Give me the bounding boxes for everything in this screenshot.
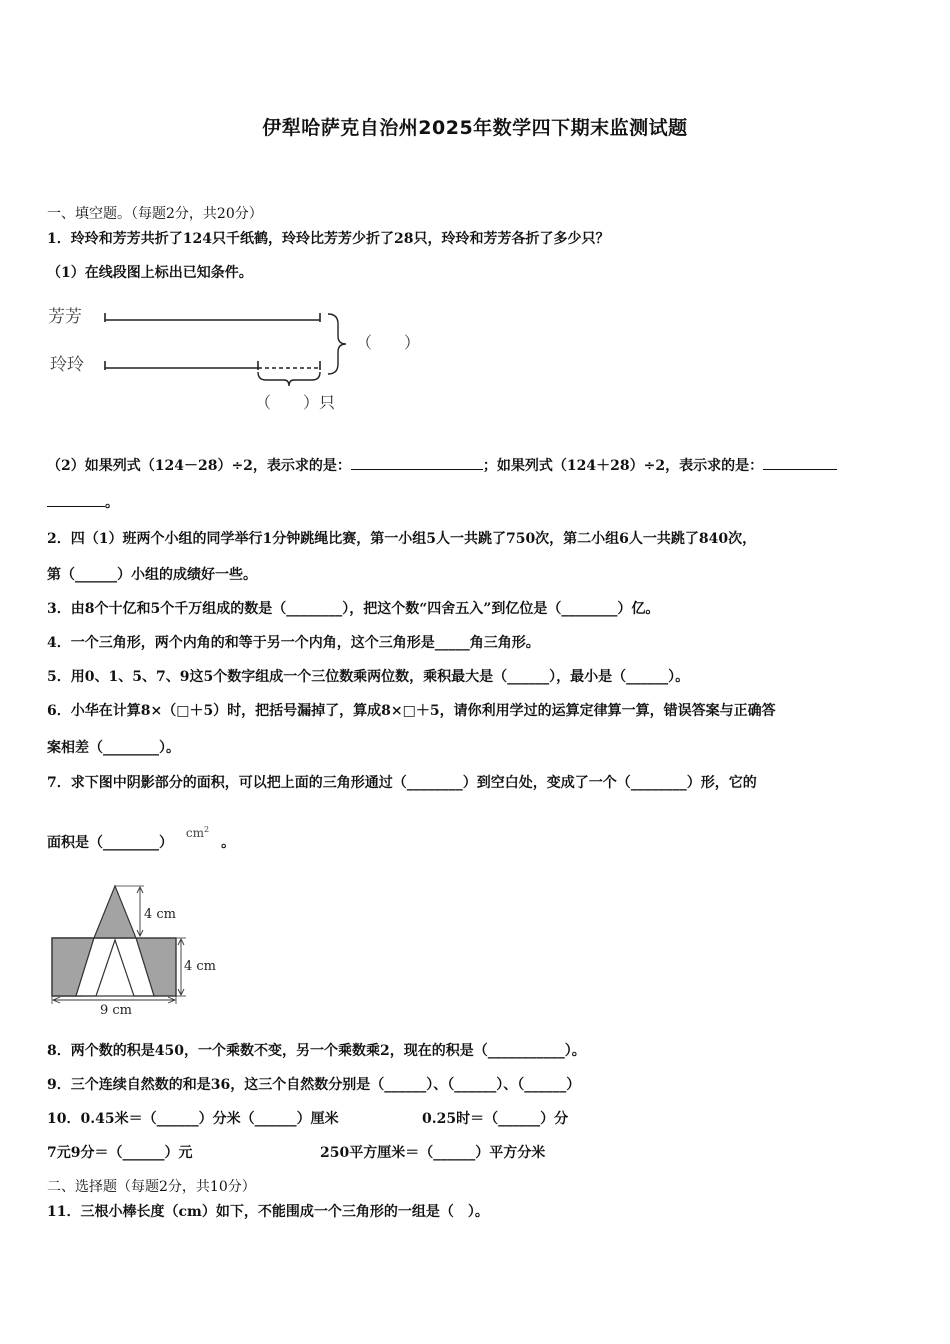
total-blank: （ ） [356, 333, 421, 352]
question-7-line-1: 7．求下图中阴影部分的面积，可以把上面的三角形通过（________）到空白处，变成了一个（________）形，它的 [47, 775, 757, 791]
question-5: 5．用0、1、5、7、9这5个数字组成一个三位数乘两位数，乘积最大是（______），最小是（______）。 [47, 669, 690, 685]
answer-blank-b-cont[interactable] [47, 505, 105, 507]
question-10-d: 250平方厘米＝（______）平方分米 [320, 1145, 546, 1161]
bottom-width-label: 9 cm [100, 1003, 133, 1018]
question-1-sub-1: （1）在线段图上标出已知条件。 [47, 265, 253, 281]
q7-end: 。 [221, 835, 236, 851]
sub-2-part-a: （2）如果列式（124－28）÷2，表示求的是： [47, 458, 351, 474]
answer-blank-a[interactable] [351, 468, 483, 470]
question-6-line-1: 6．小华在计算8×（□＋5）时，把括号漏掉了，算成8×□＋5，请你利用学过的运算定律算一算，错误答案与正确答 [47, 703, 776, 719]
label-lingling: 玲玲 [50, 355, 84, 375]
difference-brace [258, 372, 320, 386]
question-10-a: 10．0.45米＝（______）分米（______）厘米 [47, 1111, 339, 1127]
section-1-heading: 一、填空题。（每题2分，共20分） [47, 206, 263, 222]
question-10-b: 0.25时＝（______）分 [422, 1111, 569, 1127]
top-height-label: 4 cm [144, 907, 177, 922]
sub-2-end: 。 [105, 495, 119, 511]
answer-blank-b[interactable] [763, 468, 837, 470]
shaded-area-figure [40, 878, 240, 1018]
segment-diagram [40, 300, 440, 418]
difference-blank: （ ）只 [255, 393, 336, 412]
right-height-label: 4 cm [184, 959, 217, 974]
question-8: 8．两个数的积是450，一个乘数不变，另一个乘数乘2，现在的积是（___________）。 [47, 1043, 586, 1059]
top-triangle [94, 886, 136, 938]
question-10-c: 7元9分＝（______）元 [47, 1145, 193, 1161]
question-9: 9．三个连续自然数的和是36，这三个自然数分别是（______）、（______）、（______） [47, 1077, 581, 1093]
question-2-line-1: 2．四（1）班两个小组的同学举行1分钟跳绳比赛，第一小组5人一共跳了750次，第二小组6人一共跳了840次， [47, 531, 757, 547]
question-1-text: 1．玲玲和芳芳共折了124只千纸鹤，玲玲比芳芳少折了28只，玲玲和芳芳各折了多少只？ [47, 231, 610, 247]
label-fangfang: 芳芳 [48, 307, 82, 327]
sub-2-part-b: ；如果列式（124＋28）÷2，表示求的是： [482, 458, 764, 474]
q7-area-text: 面积是（________） [47, 835, 173, 851]
unit-cm2: $cm^2$ [185, 825, 210, 840]
question-6-line-2: 案相差（________）。 [47, 740, 180, 756]
question-1-sub-2-cont [47, 492, 119, 512]
question-3: 3．由8个十亿和5个千万组成的数是（________），把这个数“四舍五入”到亿位是（________）亿。 [47, 601, 660, 617]
question-2-line-2: 第（______）小组的成绩好一些。 [47, 567, 257, 583]
total-brace [328, 314, 346, 374]
page-title: 伊犁哈萨克自治州2025年数学四下期末监测试题 [262, 117, 688, 139]
question-7-line-2 [47, 825, 236, 852]
question-11: 11．三根小棒长度（cm）如下，不能围成一个三角形的一组是（ ）。 [47, 1204, 489, 1220]
section-2-heading: 二、选择题（每题2分，共10分） [47, 1179, 256, 1195]
question-1-sub-2 [47, 455, 837, 475]
question-4: 4．一个三角形，两个内角的和等于另一个内角，这个三角形是_____角三角形。 [47, 635, 540, 651]
